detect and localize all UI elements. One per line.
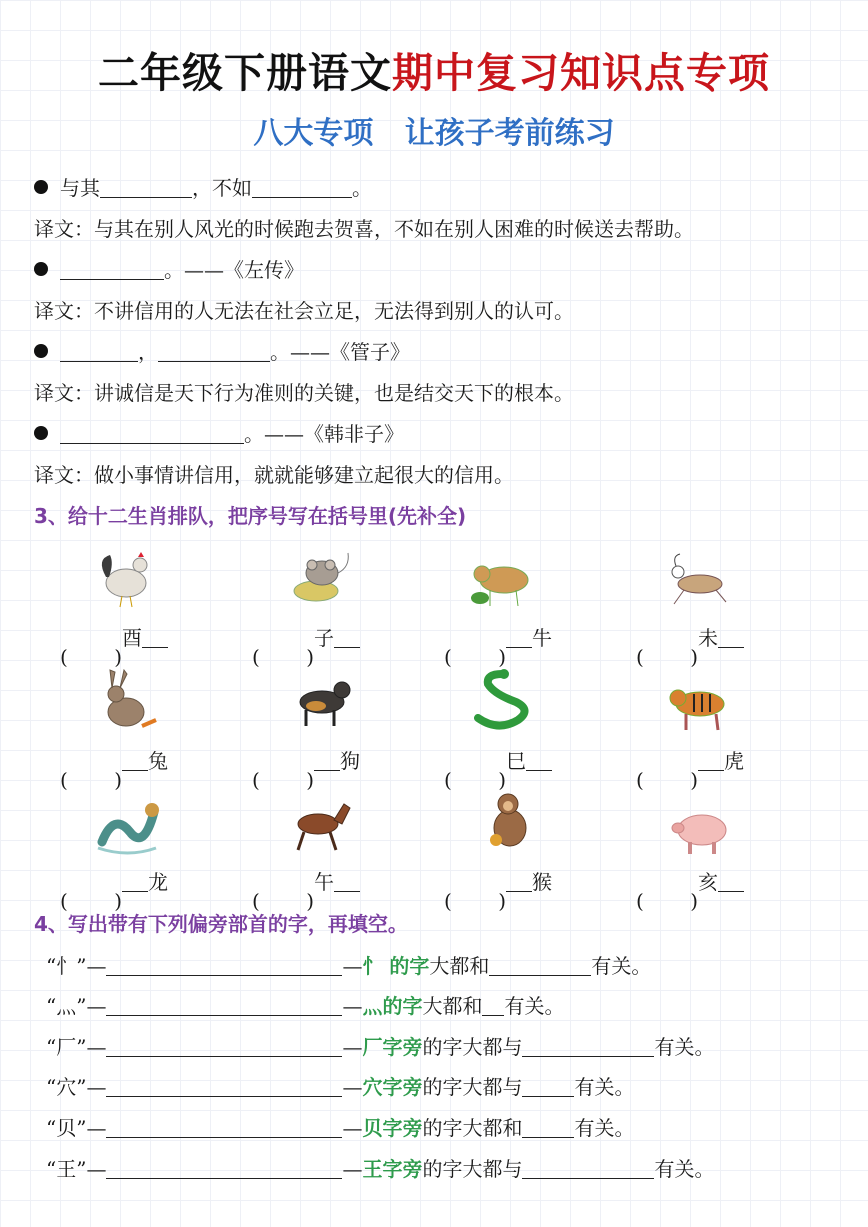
- zodiac-slot-rooster[interactable]: ( ) 酉: [60, 622, 168, 651]
- translation-4: 译文：做小事情讲信用，就就能够建立起很大的信用。: [34, 463, 514, 487]
- answer-blank[interactable]: [60, 261, 164, 280]
- quote-1: 与其 ，不如 。: [34, 172, 372, 201]
- translation-2: 译文：不讲信用的人无法在社会立足，无法得到别人的认可。: [34, 299, 574, 323]
- answer-blank[interactable]: [522, 1078, 574, 1097]
- answer-blank[interactable]: [106, 997, 342, 1016]
- zodiac-slot-pig[interactable]: ( ) 亥: [636, 866, 744, 895]
- zodiac-slot-goat[interactable]: ( ) 未: [636, 622, 744, 651]
- radical-row-4: “穴”— —穴字旁的字大都与 有关。: [46, 1075, 635, 1099]
- bullet-icon: [34, 180, 48, 194]
- bullet-icon: [34, 344, 48, 358]
- radical-row-2: “灬”— —灬的字大都和 有关。: [46, 994, 565, 1018]
- answer-blank[interactable]: [522, 1160, 654, 1179]
- monkey-icon: [474, 786, 544, 856]
- radical-row-3: “厂”— —厂字旁的字大都与 有关。: [46, 1035, 715, 1059]
- dragon-icon: [92, 790, 162, 860]
- zodiac-slot-dragon[interactable]: ( ) 龙: [60, 870, 168, 913]
- answer-blank[interactable]: [522, 1119, 574, 1138]
- answer-blank[interactable]: [482, 997, 504, 1016]
- answer-blank[interactable]: [60, 425, 244, 444]
- zodiac-slot-tiger[interactable]: ( ) 虎: [636, 749, 744, 792]
- rabbit-icon: [92, 666, 162, 736]
- zodiac-slot-dog[interactable]: ( ) 狗: [252, 749, 360, 792]
- zodiac-slot-rat[interactable]: ( ) 子: [252, 622, 360, 651]
- section-3-heading: 3、给十二生肖排队，把序号写在括号里(先补全): [34, 504, 467, 528]
- rooster-icon: [92, 543, 162, 613]
- rat-icon: [286, 543, 356, 613]
- answer-blank[interactable]: [106, 1119, 342, 1138]
- zodiac-slot-ox[interactable]: ( ) 牛: [444, 626, 552, 669]
- zodiac-slot-horse[interactable]: ( ) 午: [252, 866, 360, 895]
- goat-icon: [664, 546, 734, 616]
- tiger-icon: [664, 670, 734, 740]
- horse-icon: [286, 792, 356, 862]
- answer-blank[interactable]: [522, 1038, 654, 1057]
- radical-row-1: “忄”— —忄 的字大都和 有关。: [46, 954, 652, 978]
- answer-blank[interactable]: [106, 1078, 342, 1097]
- page-subtitle: 八大专项 让孩子考前练习: [253, 116, 615, 151]
- answer-blank[interactable]: [158, 343, 270, 362]
- snake-icon: [466, 668, 536, 738]
- bullet-icon: [34, 426, 48, 440]
- zodiac-slot-snake[interactable]: ( ) 巳: [444, 745, 552, 774]
- quote-2: 。——《左传》: [34, 254, 304, 283]
- answer-blank[interactable]: [489, 957, 591, 976]
- translation-1: 译文：与其在别人风光的时候跑去贺喜，不如在别人困难的时候送去帮助。: [34, 217, 694, 241]
- quote-4: 。——《韩非子》: [34, 418, 404, 447]
- dog-icon: [286, 668, 356, 738]
- translation-3: 译文：讲诚信是天下行为准则的关键，也是结交天下的根本。: [34, 381, 574, 405]
- zodiac-slot-rabbit[interactable]: ( ) 兔: [60, 749, 168, 792]
- bullet-icon: [34, 262, 48, 276]
- answer-blank[interactable]: [106, 957, 342, 976]
- pig-icon: [664, 796, 734, 866]
- radical-row-5: “贝”— —贝字旁的字大都和 有关。: [46, 1116, 635, 1140]
- ox-icon: [466, 546, 536, 616]
- answer-blank[interactable]: [60, 343, 138, 362]
- zodiac-slot-monkey[interactable]: ( ) 猴: [444, 870, 552, 913]
- answer-blank[interactable]: [106, 1160, 342, 1179]
- answer-blank[interactable]: [252, 179, 352, 198]
- answer-blank[interactable]: [100, 179, 192, 198]
- page-title: 二年级下册语文期中复习知识点专项: [98, 49, 770, 97]
- radical-row-6: “王”— —王字旁的字大都与 有关。: [46, 1157, 715, 1181]
- answer-blank[interactable]: [106, 1038, 342, 1057]
- quote-3: ， 。——《管子》: [34, 336, 410, 365]
- section-4-heading: 4、写出带有下列偏旁部首的字，再填空。: [34, 912, 408, 936]
